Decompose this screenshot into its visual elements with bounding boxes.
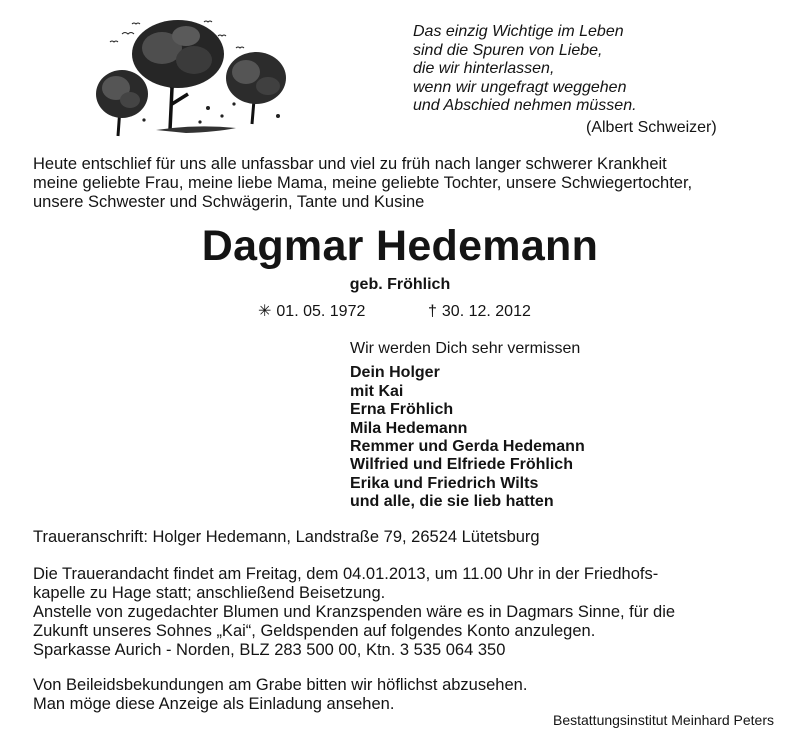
service-line: Die Trauerandacht findet am Freitag, dem 04.01.2013, um 11.00 Uhr in der Friedhofs- (33, 565, 659, 583)
poem-line: Das einzig Wichtige im Leben (413, 23, 624, 40)
birth-date: 01. 05. 1972 (276, 303, 366, 320)
mourner-name: Erika und Friedrich Wilts (350, 474, 539, 492)
death-date: 30. 12. 2012 (441, 303, 531, 320)
closing-text (33, 676, 793, 714)
mourner-name: Wilfried und Elfriede Fröhlich (350, 456, 573, 474)
poem-line: sind die Spuren von Liebe, (413, 41, 603, 59)
birth-star-icon: ✳ (258, 303, 272, 320)
closing-line: Man möge diese Anzeige als Einladung ansehen. (33, 695, 395, 713)
mourner-list (350, 364, 790, 511)
intro-text (33, 155, 793, 212)
intro-line: meine geliebte Frau, meine liebe Mama, meine geliebte Tochter, unsere Schwiegertochter, (33, 174, 693, 192)
trees-illustration (96, 8, 292, 138)
mourner-name: und alle, die sie lieb hatten (350, 493, 554, 511)
mourners-intro: Wir werden Dich sehr vermissen (350, 340, 581, 357)
cross-icon: † (428, 303, 437, 320)
death-date-group (428, 302, 531, 322)
birth-date-group (258, 302, 365, 322)
mourners (350, 340, 790, 512)
service-line: Sparkasse Aurich - Norden, BLZ 283 500 00, Ktn. 3 535 064 350 (33, 641, 506, 659)
mourner-name: Erna Fröhlich (350, 401, 454, 419)
maiden-name: geb. Fröhlich (349, 276, 451, 293)
poem-line: die wir hinterlassen, (413, 60, 555, 77)
undertaker: Bestattungsinstitut Meinhard Peters (552, 712, 774, 728)
poem-line: wenn wir ungefragt weggehen (413, 78, 627, 96)
service-line: kapelle zu Hage statt; anschließend Beisetzung. (33, 584, 386, 602)
life-dates (258, 302, 578, 322)
deceased-name: Dagmar Hedemann (201, 222, 599, 270)
mourning-address: Traueranschrift: Holger Hedemann, Landstraße 79, 26524 Lütetsburg (33, 528, 540, 546)
intro-line: Heute entschlief für uns alle unfassbar und viel zu früh nach langer schwerer Krankheit (33, 155, 667, 173)
mourner-name: Dein Holger (350, 364, 440, 382)
mourner-name: Remmer und Gerda Hedemann (350, 438, 585, 456)
service-info (33, 565, 793, 660)
service-line: Anstelle von zugedachter Blumen und Kranzspenden wäre es in Dagmars Sinne, für die (33, 603, 676, 621)
poem-line: und Abschied nehmen müssen. (413, 97, 637, 114)
mourner-name: Mila Hedemann (350, 419, 468, 437)
mourner-name: mit Kai (350, 382, 404, 400)
poem-author: (Albert Schweizer) (586, 119, 717, 136)
service-line: Zukunft unseres Sohnes „Kai“, Geldspenden auf folgendes Konto anzulegen. (33, 622, 596, 640)
poem (413, 23, 773, 116)
closing-line: Von Beileidsbekundungen am Grabe bitten wir höflichst abzusehen. (33, 676, 528, 694)
intro-line: unsere Schwester und Schwägerin, Tante und Kusine (33, 193, 425, 211)
